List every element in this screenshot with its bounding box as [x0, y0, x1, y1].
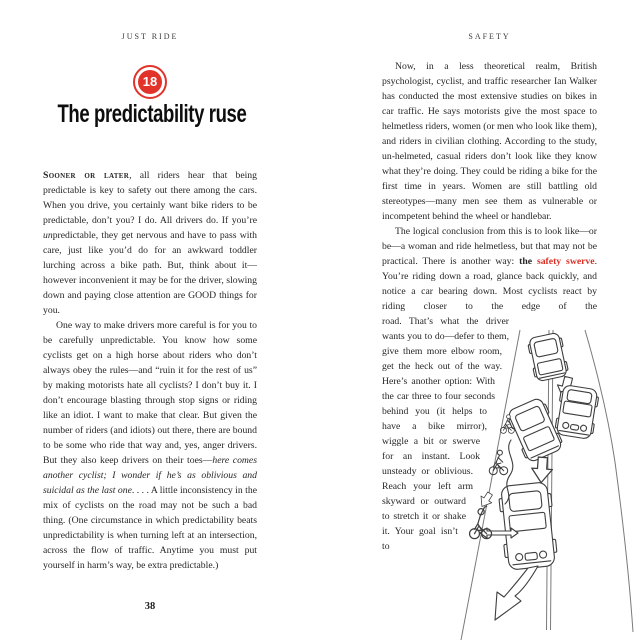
- text-run: predictable, they get nervous and have to pass with care, just like you’d do for an awkward toddler lurching across a bike path. But, think about it—however inconvenient it may be for the driver, slowing down and paying close attention are GOOD things for you.: [43, 230, 257, 316]
- left-body-text: [43, 168, 257, 573]
- text-run: . . . . A little inconsistency in the mix of cyclists on the road may not be such a bad thing. (One circumstance in which predictability beats unpredictability is when turning left at an intersection, across the flow of traffic. Anytime you must put yourself in harm’s way, be extra predictable.): [43, 485, 257, 571]
- paragraph: [382, 59, 597, 224]
- chapter-title: The predictability ruse: [57, 100, 247, 128]
- road-right-edge: [585, 330, 633, 632]
- text-run: . You’re riding down a road, glance back quickly, and notice a car bearing down. Most cyclists react by riding closer to the edge of the: [382, 256, 597, 312]
- big-swerve-arrow-icon: [495, 566, 538, 620]
- safety-swerve-illustration: [425, 330, 640, 640]
- text-run: here comes another cyclist; I wonder if he’s as oblivious and suicidal as the last one: [43, 455, 257, 496]
- text-run: the: [519, 256, 537, 267]
- text-run: un: [43, 230, 53, 241]
- running-head-right: SAFETY: [468, 32, 511, 41]
- oncoming-car-icon: [554, 384, 599, 439]
- text-run: Sooner or later: [43, 170, 130, 181]
- text-run: road. That’s what the driver wants you to do—defer to them, give them more elbow room, get the heck out of the way. Here’s another option: With the car three to four seconds behind you (it helps to have a bike mirror), wiggle a bit or swerve for an instant. Look unsteady or oblivious. Reach your left arm skyward or outward to stretch it or shake it. Your goal isn’t to: [382, 316, 509, 552]
- car-rear-top-icon: [527, 332, 569, 382]
- cyclist-swerving-icon: [489, 450, 507, 475]
- text-run: , all riders hear that being predictable is key to safety out there among the cars. When you drive, you certainly want bike riders to be predictable, don’t you? I do. All drivers do. If you’re: [43, 170, 257, 226]
- text-run: The logical conclusion from this is to look like—or be—a woman and ride helmetless, but that may not be practical. There is another way:: [382, 226, 597, 267]
- paragraph: [382, 224, 597, 314]
- chapter-number: 18: [138, 70, 162, 94]
- paragraph: [43, 318, 257, 573]
- paragraph: [43, 168, 257, 318]
- running-head-left: JUST RIDE: [121, 32, 179, 41]
- car-front-bottom-icon: [498, 482, 558, 571]
- text-run: Now, in a less theoretical realm, British psychologist, cyclist, and traffic researcher Ian Walker has conducted the most extensive studies on bikes in car traffic. He says motorists give the most space to helmetless riders, women (or men who look like them), and riders in civilian clothing. According to the study, un-helmeted, casual riders don’t look like they know what they’re doing. They could be riding a bike for the first time in years. Women are still battling old stereotypes—many men see them as vulnerable or incompetent behind the wheel or handlebar.: [382, 61, 597, 222]
- page-number: 38: [144, 601, 156, 612]
- chapter-badge-icon: [133, 65, 167, 99]
- text-run: One way to make drivers more careful is for you to be carefully unpredictable. You know how some cyclists get on a high horse about riders who don’t always obey the rules—and “ruin it for the rest of us” by making motorists hate all cyclists? I don’t buy it. I don’t encourage blasting through stop signs or riding like an idiot. I want to make that clear. But given the number of riders (and idiots) out there, there are bound to be some who ride that way and, yes, anger drivers. But they also keep drivers on their toes—: [43, 320, 257, 466]
- text-run: safety swerve: [536, 256, 595, 267]
